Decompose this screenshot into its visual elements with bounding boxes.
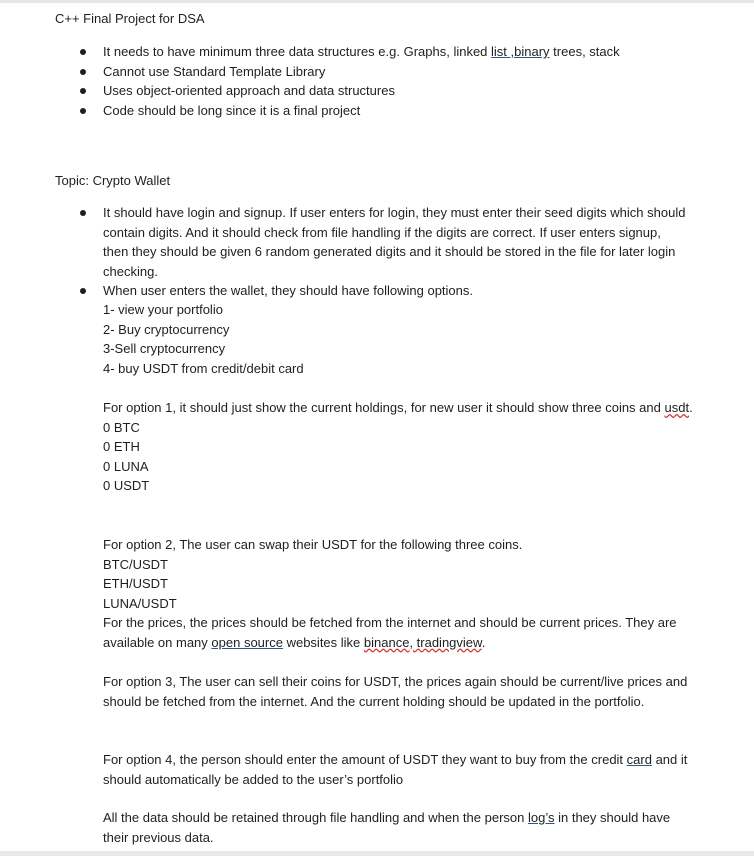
grammar-flag: open source [211, 634, 283, 650]
bullet-icon [80, 288, 86, 294]
bullet-icon [80, 88, 86, 94]
requirements-list [0, 42, 754, 120]
option-item: 4- buy USDT from credit/debit card [103, 360, 304, 376]
option3-text: For option 3, The user can sell their coins for USDT, the prices again should be current/live prices and should be fetched from the internet. And the current holding should be updated in the portfolio. [103, 674, 688, 709]
option1-section [103, 398, 693, 496]
trading-pair: BTC/USDT [103, 556, 168, 572]
holding-item: 0 ETH [103, 439, 140, 454]
grammar-flag: list ,binary [491, 44, 550, 59]
option4-section [103, 750, 693, 789]
option2-section [103, 535, 693, 652]
closing-section [103, 808, 693, 847]
list-item: Cannot use Standard Template Library [0, 62, 754, 82]
list-item: It should have login and signup. If user enters for login, they must enter their seed digits which should contain digits. And it should check from file handling if the digits are correct. If user enters signup, then they should be given 6 random generated digits and it should be stored in the file for later login checking. [0, 203, 754, 281]
trading-pair: ETH/USDT [103, 576, 168, 591]
option-item: 1- view your portfolio [103, 302, 223, 317]
topic-list [0, 203, 754, 301]
grammar-flag: card [626, 752, 652, 767]
bullet-icon [80, 108, 86, 114]
bullet-icon [80, 49, 86, 55]
options-list [103, 300, 693, 378]
list-item: It needs to have minimum three data structures e.g. Graphs, linked list ,binary trees, stack [0, 42, 754, 62]
trading-pair: LUNA/USDT [103, 595, 177, 611]
option2-intro: For option 2, The user can swap their USDT for the following three coins. [103, 537, 523, 552]
grammar-flag: log’s [527, 810, 555, 825]
option-item: 2- Buy cryptocurrency [103, 321, 230, 337]
option2-prices: For the prices, the prices should be fetched from the internet and should be current prices. They are available on many open source websites like binance, tradingview. [103, 615, 677, 650]
document-title: C++ Final Project for DSA [55, 11, 205, 26]
option1-intro: For option 1, it should just show the current holdings, for new user it should show three coins and usdt. [103, 400, 693, 415]
bullet-icon [80, 210, 86, 216]
window-bottom-edge [0, 851, 754, 856]
holding-item: 0 LUNA [103, 458, 149, 474]
holding-item: 0 BTC [103, 419, 140, 435]
closing-text: All the data should be retained through file handling and when the person log’s in they should have their previous data. [103, 810, 671, 845]
spelling-flag: binance, tradingview [363, 634, 482, 650]
bullet-icon [80, 69, 86, 75]
option4-text: For option 4, the person should enter the amount of USDT they want to buy from the credit card and it should automatically be added to the user’s portfolio [103, 752, 688, 787]
holding-item: 0 USDT [103, 478, 150, 493]
spelling-flag: usdt [664, 400, 690, 415]
option-item: 3-Sell cryptocurrency [103, 341, 226, 356]
list-item: Code should be long since it is a final project [0, 101, 754, 121]
list-item: Uses object-oriented approach and data structures [0, 81, 754, 101]
option3-section [103, 672, 693, 711]
topic-heading: Topic: Crypto Wallet [55, 173, 171, 188]
list-item: When user enters the wallet, they should have following options. [0, 281, 754, 301]
